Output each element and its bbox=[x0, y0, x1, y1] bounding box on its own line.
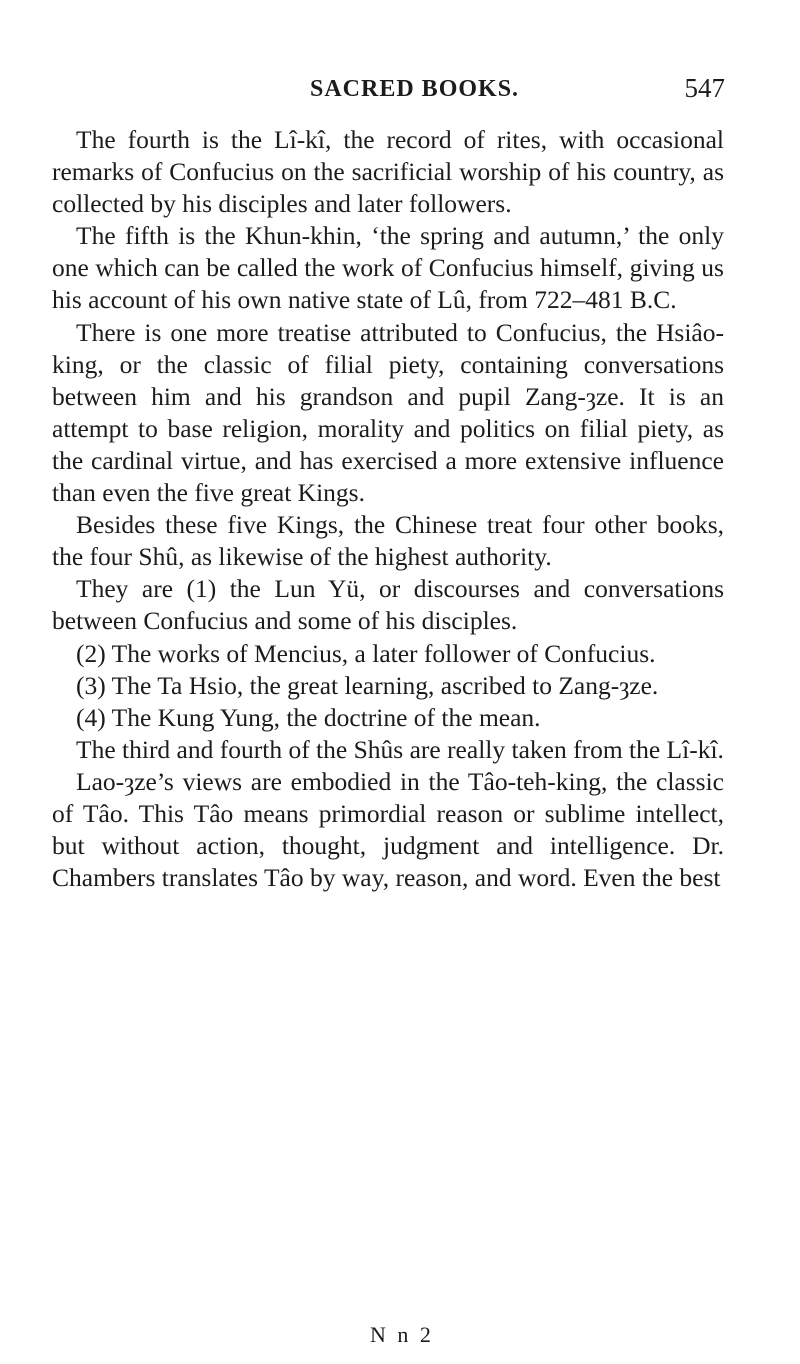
paragraph: (3) The Ta Hsio, the great learning, ascribed to Zang-ȝze. bbox=[76, 670, 659, 700]
page-number: 547 bbox=[684, 73, 725, 103]
body-text bbox=[52, 124, 724, 894]
signature-mark: N n 2 bbox=[370, 1322, 434, 1347]
paragraph: Besides these five Kings, the Chinese treat four other books, the four Shû, as likewise of the highest authority. bbox=[52, 510, 724, 572]
paragraph: (4) The Kung Yung, the doctrine of the mean. bbox=[76, 702, 541, 732]
running-head bbox=[95, 73, 725, 110]
paragraph: The third and fourth of the Shûs are really taken from the Lî-kî. bbox=[76, 734, 724, 764]
paragraph: There is one more treatise attributed to Confucius, the Hsiâo-king, or the classic of filial piety, containing conversations between him and his grandson and pupil Zang-ȝze. It is an attempt to base religion, morality and politics on filial piety, as the cardinal virtue, and has exercised a more extensive influence than even the five great Kings. bbox=[52, 317, 724, 508]
paragraph: (2) The works of Mencius, a later follower of Confucius. bbox=[76, 638, 656, 668]
paragraph: The fourth is the Lî-kî, the record of rites, with occasional remarks of Confucius on the sacrificial worship of his country, as collected by his disciples and later followers. bbox=[52, 125, 724, 219]
running-title: SACRED BOOKS. bbox=[310, 76, 520, 102]
paragraph: The fifth is the Khun-khin, ‘the spring and autumn,’ the only one which can be called the work of Confucius himself, giving us his account of his own native state of Lû, from 722–481 B.C. bbox=[52, 221, 724, 315]
paragraph: They are (1) the Lun Yü, or discourses and conversations between Confucius and some of his disciples. bbox=[52, 574, 724, 636]
paragraph: Lao-ȝze’s views are embodied in the Tâo-teh-king, the classic of Tâo. This Tâo means primordial reason or sublime intellect, but without action, thought, judgment and intelligence. Dr. Chambers translates Tâo by way, reason, and word. Even the best bbox=[52, 766, 724, 893]
